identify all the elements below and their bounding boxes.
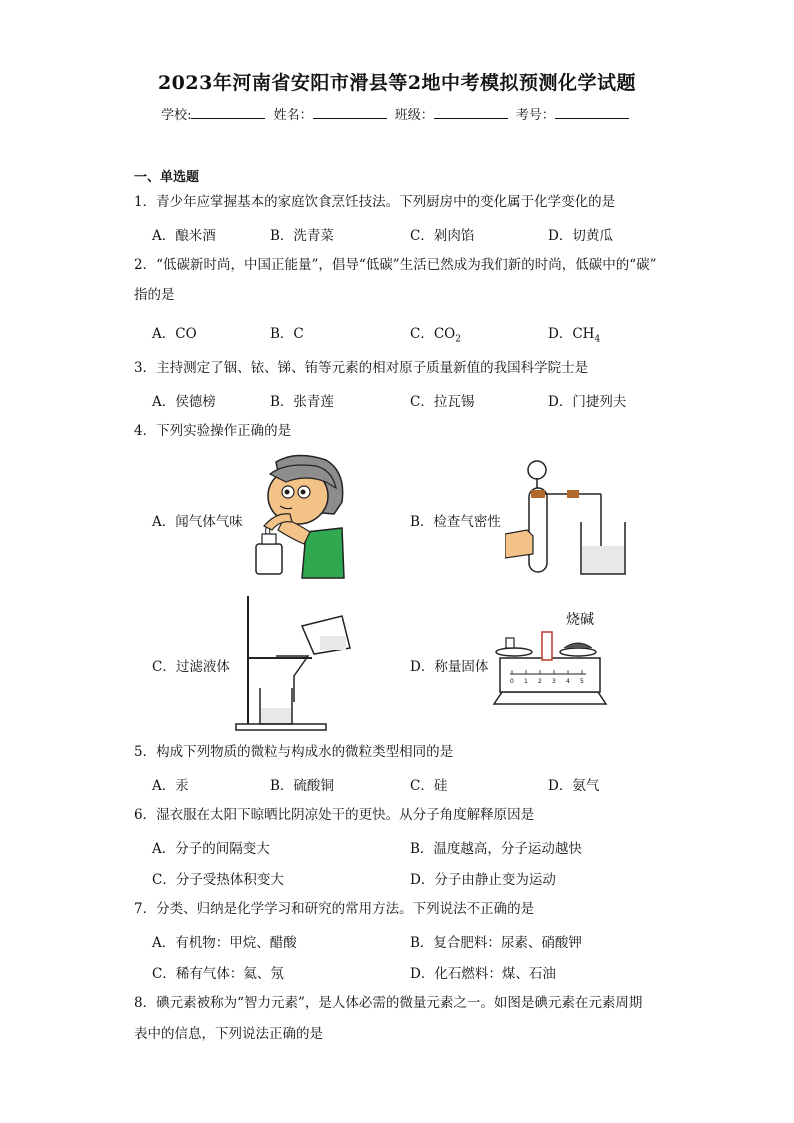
class-label: 班级： bbox=[394, 108, 434, 123]
q2-option-c-subscript: 2 bbox=[455, 334, 461, 345]
question-2-continued: 指的是 bbox=[134, 287, 175, 303]
page-title: 2023年河南省安阳市滑县等2地中考模拟预测化学试题 bbox=[157, 72, 637, 94]
q6-option-d[interactable]: D．分子由静止变为运动 bbox=[410, 872, 556, 888]
q7-option-c[interactable]: C．稀有气体：氦、氖 bbox=[152, 966, 284, 982]
q2-option-c[interactable] bbox=[410, 322, 461, 345]
q6-option-c[interactable]: C．分子受热体积变大 bbox=[152, 872, 284, 888]
question-4: 4．下列实验操作正确的是 bbox=[134, 423, 292, 439]
q5-option-a[interactable]: A．汞 bbox=[152, 778, 189, 794]
figure-label-caustic-soda: 烧碱 bbox=[566, 612, 594, 628]
q5-option-c[interactable]: C．硅 bbox=[410, 778, 448, 794]
balance-figure bbox=[490, 608, 610, 716]
q4-option-a[interactable]: A．闻气体气味 bbox=[152, 514, 243, 530]
scale-tick-label: 2 bbox=[538, 678, 542, 685]
q2-option-b[interactable]: B．C bbox=[270, 326, 304, 342]
q3-option-d[interactable]: D．门捷列夫 bbox=[548, 394, 627, 410]
filtration-figure bbox=[232, 592, 358, 732]
scale-tick-label: 0 bbox=[510, 678, 514, 685]
q2-option-d[interactable] bbox=[548, 322, 600, 345]
scale-tick-label: 4 bbox=[566, 678, 570, 685]
q2-option-d-subscript: 4 bbox=[594, 334, 601, 345]
question-6: 6．湿衣服在太阳下晾晒比阴凉处干的更快。从分子角度解释原因是 bbox=[134, 807, 535, 823]
name-label: 姓名： bbox=[273, 108, 313, 123]
q2-option-d-text: D．CH bbox=[548, 326, 595, 342]
q7-option-d[interactable]: D．化石燃料：煤、石油 bbox=[410, 966, 556, 982]
q3-option-c[interactable]: C．拉瓦锡 bbox=[410, 394, 475, 410]
q7-option-a[interactable]: A．有机物：甲烷、醋酸 bbox=[152, 935, 297, 951]
smelling-gas-figure bbox=[246, 452, 346, 580]
q2-option-a[interactable]: A．CO bbox=[152, 326, 197, 342]
section-heading: 一、单选题 bbox=[134, 170, 200, 185]
scale-tick-label: 5 bbox=[580, 678, 584, 685]
name-blank[interactable] bbox=[313, 106, 387, 119]
scale-tick-label: 1 bbox=[524, 678, 528, 685]
question-8-continued: 表中的信息，下列说法正确的是 bbox=[134, 1026, 323, 1042]
question-5: 5．构成下列物质的微粒与构成水的微粒类型相同的是 bbox=[134, 744, 454, 760]
q7-option-b[interactable]: B．复合肥料：尿素、硝酸钾 bbox=[410, 935, 582, 951]
q1-option-a[interactable]: A．酿米酒 bbox=[152, 228, 216, 244]
q5-option-b[interactable]: B．硫酸铜 bbox=[270, 778, 334, 794]
exam-no-blank[interactable] bbox=[555, 106, 629, 119]
question-2: 2．“低碳新时尚，中国正能量”，倡导“低碳”生活已然成为我们新的时尚，低碳中的“碳” bbox=[134, 257, 657, 273]
q1-option-b[interactable]: B．洗青菜 bbox=[270, 228, 334, 244]
question-1: 1．青少年应掌握基本的家庭饮食烹饪技法。下列厨房中的变化属于化学变化的是 bbox=[134, 194, 616, 210]
school-label: 学校: bbox=[161, 108, 192, 123]
student-info-fields bbox=[0, 104, 794, 123]
question-7: 7．分类、归纳是化学学习和研究的常用方法。下列说法不正确的是 bbox=[134, 901, 535, 917]
q4-option-b[interactable]: B．检查气密性 bbox=[410, 514, 501, 530]
question-8: 8．碘元素被称为“智力元素”，是人体必需的微量元素之一。如图是碘元素在元素周期 bbox=[134, 995, 643, 1011]
q5-option-d[interactable]: D．氨气 bbox=[548, 778, 600, 794]
airtightness-check-figure bbox=[505, 458, 635, 578]
q1-option-c[interactable]: C．剁肉馅 bbox=[410, 228, 475, 244]
q6-option-a[interactable]: A．分子的间隔变大 bbox=[152, 841, 270, 857]
class-blank[interactable] bbox=[434, 106, 508, 119]
q4-option-d[interactable]: D．称量固体 bbox=[410, 659, 489, 675]
exam-no-label: 考号： bbox=[515, 108, 555, 123]
scale-tick-label: 3 bbox=[552, 678, 556, 685]
school-blank[interactable] bbox=[191, 106, 265, 119]
q3-option-a[interactable]: A．侯德榜 bbox=[152, 394, 216, 410]
q1-option-d[interactable]: D．切黄瓜 bbox=[548, 228, 613, 244]
q4-option-c[interactable]: C．过滤液体 bbox=[152, 659, 230, 675]
q6-option-b[interactable]: B．温度越高，分子运动越快 bbox=[410, 841, 582, 857]
question-3: 3．主持测定了铟、铱、锑、铕等元素的相对原子质量新值的我国科学院士是 bbox=[134, 360, 589, 376]
q2-option-c-text: C．CO bbox=[410, 326, 456, 342]
q3-option-b[interactable]: B．张青莲 bbox=[270, 394, 334, 410]
